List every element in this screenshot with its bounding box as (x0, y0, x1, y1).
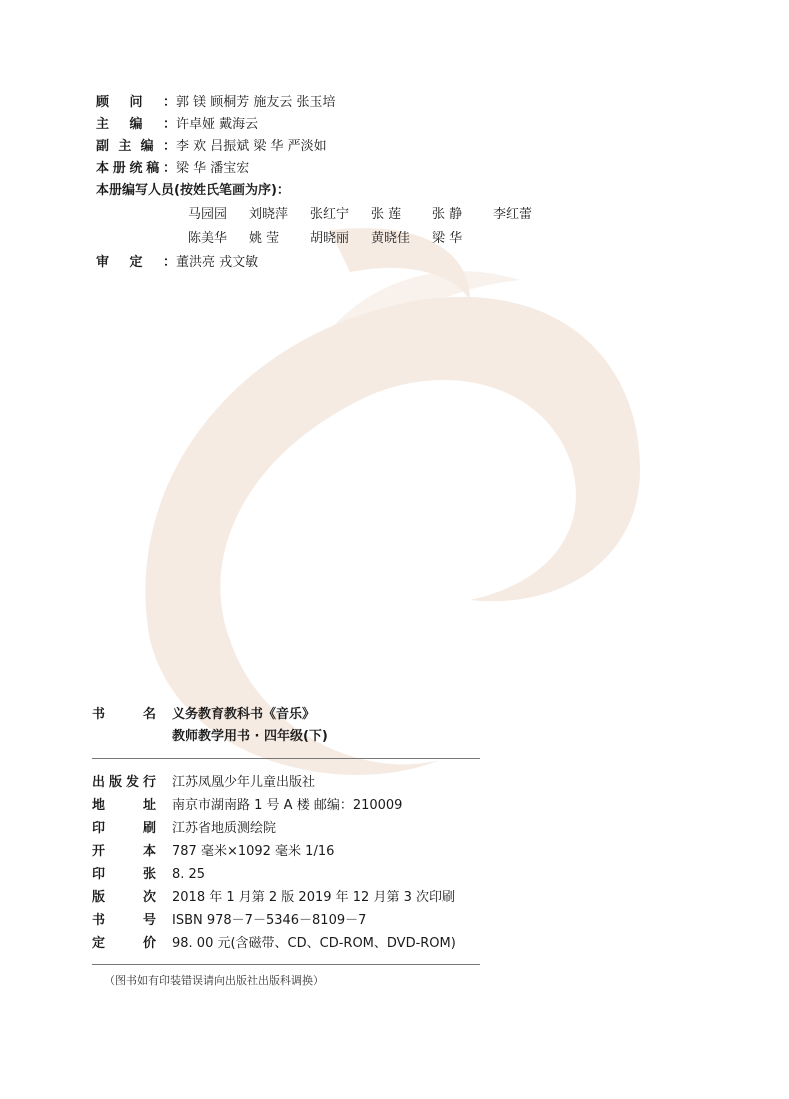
pub-value: 8. 25 (172, 867, 206, 882)
pub-value: 江苏省地质测绘院 (172, 821, 277, 836)
credit-advisor (96, 92, 336, 114)
writer-name: 张 静 (432, 207, 463, 222)
credit-label: 审定： (96, 255, 176, 270)
pub-value: 南京市湖南路 1 号 A 楼 邮编：210009 (172, 798, 403, 813)
misprint-notice: （图书如有印装错误请向出版社出版科调换） (104, 974, 324, 987)
book-title-line-2: 教师教学用书 · 四年级(下) (172, 729, 328, 744)
credit-writers-heading (96, 180, 290, 202)
credit-names: 郭 镁 顾桐芳 施友云 张玉培 (176, 95, 336, 110)
credit-names: 李 欢 吕振斌 梁 华 严淡如 (176, 139, 327, 154)
writer-name: 张 莲 (371, 207, 402, 222)
pub-row-sheets (92, 864, 205, 886)
credit-label: 副主编： (96, 139, 176, 154)
writer-name: 李红蕾 (493, 207, 533, 222)
credit-volume-compiler (96, 158, 249, 180)
pub-row-format (92, 841, 334, 863)
writer-name: 姚 莹 (249, 231, 280, 246)
book-title-line-1: 义务教育教科书《音乐》 (172, 707, 316, 722)
writer-name: 胡晓丽 (310, 231, 350, 246)
credit-label: 主编： (96, 117, 176, 132)
pub-value: 98. 00 元(含磁带、CD、CD-ROM、DVD-ROM) (172, 936, 456, 951)
writers-list-line-1 (188, 204, 554, 226)
writer-name: 梁 华 (432, 231, 463, 246)
writer-name: 张红宁 (310, 207, 350, 222)
divider-top (92, 758, 480, 759)
pub-row-edition (92, 887, 455, 909)
credit-names: 梁 华 潘宝宏 (176, 161, 250, 176)
divider-bottom (92, 964, 480, 965)
pub-label: 书号 (92, 913, 156, 928)
credit-names: 董洪亮 戎文敏 (176, 255, 259, 270)
book-title-row (92, 704, 315, 726)
credit-label: 本册统稿： (96, 161, 176, 176)
pub-value: 787 毫米×1092 毫米 1/16 (172, 844, 335, 859)
writer-name: 黄晓佳 (371, 231, 411, 246)
pub-label: 印刷 (92, 821, 156, 836)
pub-row-isbn (92, 910, 366, 932)
pub-value: 江苏凤凰少年儿童出版社 (172, 775, 316, 790)
credit-label: 顾问： (96, 95, 176, 110)
credit-chief-editor (96, 114, 258, 136)
pub-label: 印张 (92, 867, 156, 882)
credit-deputy-editor (96, 136, 327, 158)
writers-list-line-2 (188, 228, 493, 250)
pub-label: 出版发行 (92, 775, 156, 790)
pub-row-address (92, 795, 402, 817)
pub-value: 2018 年 1 月第 2 版 2019 年 12 月第 3 次印刷 (172, 890, 455, 905)
pub-row-publisher (92, 772, 315, 794)
pub-row-printer (92, 818, 276, 840)
pub-label: 开本 (92, 844, 156, 859)
writer-name: 陈美华 (188, 231, 228, 246)
pub-row-price (92, 933, 456, 955)
credit-names: 许卓娅 戴海云 (176, 117, 259, 132)
writer-name: 马园园 (188, 207, 228, 222)
credit-label: 本册编写人员(按姓氏笔画为序)： (96, 183, 290, 198)
pub-label: 地址 (92, 798, 156, 813)
pub-label: 定价 (92, 936, 156, 951)
book-title-line-2-row (172, 726, 328, 748)
pub-value: ISBN 978－7－5346－8109－7 (172, 913, 367, 928)
credit-reviewer (96, 252, 258, 274)
pub-label: 版次 (92, 890, 156, 905)
writer-name: 刘晓萍 (249, 207, 289, 222)
pub-label: 书名 (92, 707, 156, 722)
